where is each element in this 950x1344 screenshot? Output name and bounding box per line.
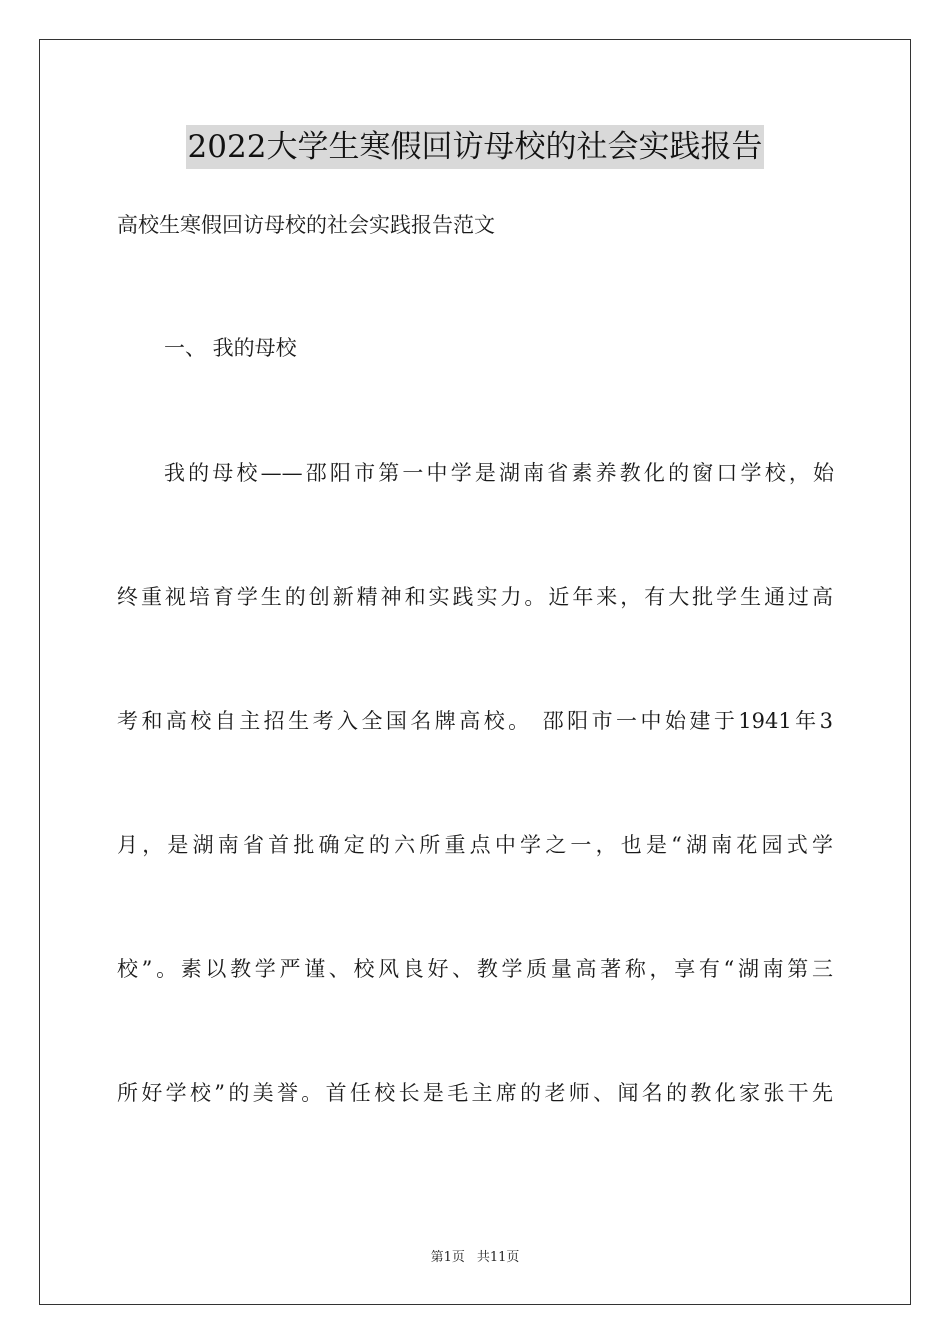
paragraph-line: 终重视培育学生的创新精神和实践实力。近年来，有大批学生通过高 bbox=[117, 585, 833, 609]
document-subtitle: 高校生寒假回访母校的社会实践报告范文 bbox=[117, 213, 495, 237]
paragraph-line: 校”。素以教学严谨、校风良好、教学质量高著称，享有“湖南第三 bbox=[117, 957, 833, 981]
page-number-total: 共11页 bbox=[476, 1250, 520, 1265]
section-heading: 一、 我的母校 bbox=[164, 336, 297, 360]
document-title: 2022大学生寒假回访母校的社会实践报告 bbox=[186, 125, 765, 169]
paragraph-line: 月，是湖南省首批确定的六所重点中学之一，也是“湖南花园式学 bbox=[117, 833, 833, 857]
paragraph-line: 我的母校——邵阳市第一中学是湖南省素养教化的窗口学校，始 bbox=[164, 461, 834, 485]
page-footer bbox=[0, 1249, 950, 1267]
paragraph-line: 考和高校自主招生考入全国名牌高校。 邵阳市一中始建于1941年3 bbox=[117, 709, 833, 733]
title-container bbox=[0, 125, 950, 169]
page-number-current: 第1页 bbox=[430, 1250, 465, 1265]
paragraph-line: 所好学校”的美誉。首任校长是毛主席的老师、闻名的教化家张干先 bbox=[117, 1081, 833, 1105]
